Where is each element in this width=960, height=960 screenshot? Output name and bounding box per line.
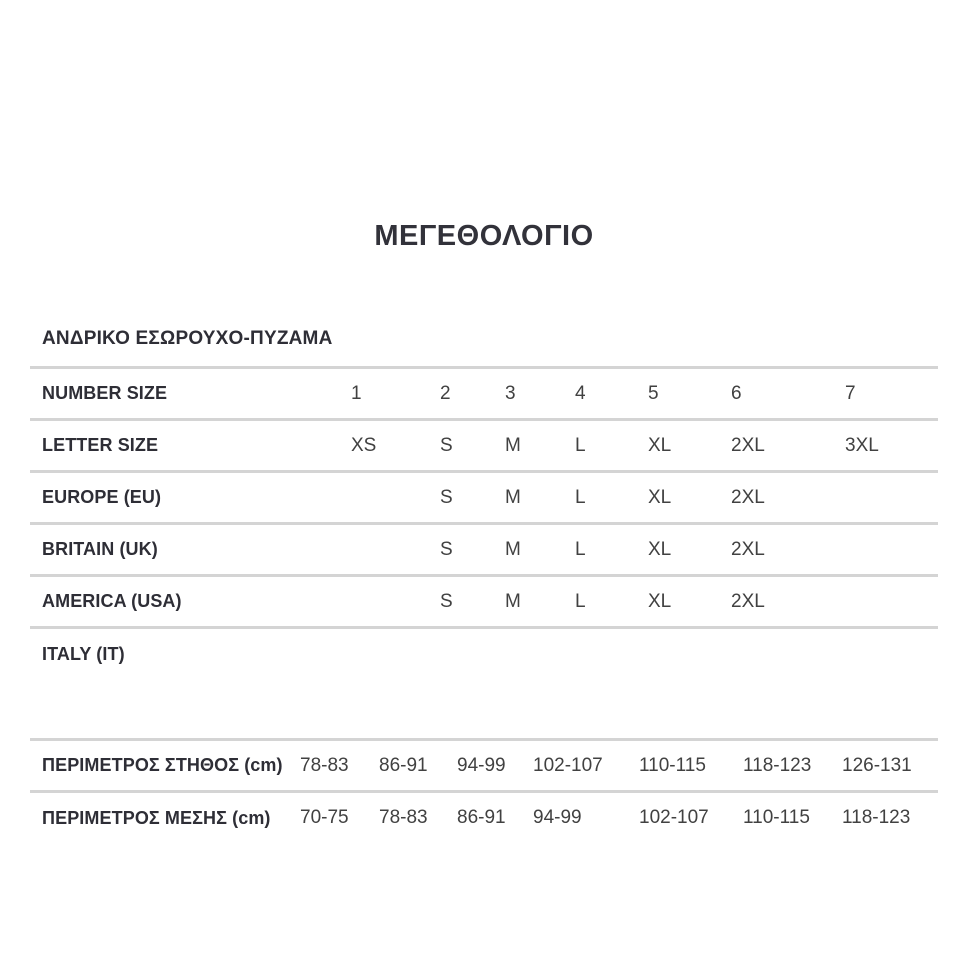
size-cell: XL bbox=[648, 486, 672, 508]
row-label: LETTER SIZE bbox=[42, 435, 159, 455]
size-cell: 3 bbox=[505, 382, 516, 404]
row-label: ITALY (IT) bbox=[42, 643, 125, 664]
size-cell: M bbox=[505, 486, 521, 508]
size-cell: S bbox=[440, 538, 453, 560]
measurement-cell: 126-131 bbox=[842, 754, 912, 776]
size-cell: XL bbox=[648, 590, 672, 612]
size-cell: S bbox=[440, 434, 453, 456]
table-row-letter-size bbox=[30, 420, 938, 472]
row-label: ΠΕΡΙΜΕΤΡΟΣ ΜΕΣΗΣ (cm) bbox=[42, 807, 271, 828]
measurement-cell: 86-91 bbox=[457, 807, 506, 829]
section-heading: ΑΝΔΡΙΚΟ ΕΣΩΡΟΥΧΟ-ΠΥΖΑΜΑ bbox=[42, 328, 333, 349]
measurement-cell: 102-107 bbox=[639, 807, 709, 829]
size-cell: L bbox=[575, 434, 586, 456]
size-cell bbox=[351, 628, 440, 680]
size-cell bbox=[440, 628, 505, 680]
size-cell bbox=[648, 628, 731, 680]
size-cell bbox=[845, 524, 938, 576]
size-cell: 2 bbox=[440, 382, 451, 404]
row-label: NUMBER SIZE bbox=[42, 383, 168, 403]
measurement-cell: 70-75 bbox=[300, 807, 349, 829]
row-label: ΠΕΡΙΜΕΤΡΟΣ ΣΤΗΘΟΣ (cm) bbox=[42, 755, 283, 775]
measurement-cell: 94-99 bbox=[533, 807, 582, 829]
size-cell: XS bbox=[351, 434, 377, 456]
size-cell: M bbox=[505, 538, 521, 560]
size-cell: 6 bbox=[731, 382, 742, 404]
size-cell: M bbox=[505, 590, 521, 612]
size-cell bbox=[351, 472, 440, 524]
size-cell: 2XL bbox=[731, 538, 765, 560]
table-row-britain bbox=[30, 524, 938, 576]
size-cell: 1 bbox=[351, 382, 362, 404]
table-row-italy bbox=[30, 628, 938, 680]
size-cell: L bbox=[575, 486, 586, 508]
table-row-number-size bbox=[30, 368, 938, 420]
size-cell: S bbox=[440, 486, 453, 508]
row-label: BRITAIN (UK) bbox=[42, 539, 158, 559]
size-chart-page bbox=[30, 0, 938, 960]
body-measurements-table bbox=[30, 738, 938, 844]
measurement-cell: 78-83 bbox=[379, 807, 428, 829]
size-cell: XL bbox=[648, 434, 672, 456]
size-cell bbox=[575, 628, 648, 680]
table-row-waist-perimeter bbox=[30, 792, 938, 844]
size-cell bbox=[845, 472, 938, 524]
measurement-cell: 118-123 bbox=[842, 807, 911, 829]
size-cell: 3XL bbox=[845, 434, 879, 456]
page-title: ΜΕΓΕΘΟΛΟΓΙΟ bbox=[374, 220, 594, 252]
size-cell bbox=[845, 628, 938, 680]
table-row-chest-perimeter bbox=[30, 740, 938, 792]
size-cell: 2XL bbox=[731, 434, 765, 456]
measurement-cell: 86-91 bbox=[379, 754, 428, 776]
size-cell: 4 bbox=[575, 382, 586, 404]
table-row-america bbox=[30, 576, 938, 628]
row-label: EUROPE (EU) bbox=[42, 487, 162, 507]
size-cell: XL bbox=[648, 538, 672, 560]
size-cell bbox=[351, 524, 440, 576]
size-cell: 2XL bbox=[731, 590, 765, 612]
size-cell: 7 bbox=[845, 382, 856, 404]
measurement-cell: 110-115 bbox=[743, 807, 810, 829]
table-row-europe bbox=[30, 472, 938, 524]
size-cell: 5 bbox=[648, 382, 659, 404]
size-cell bbox=[351, 576, 440, 628]
row-label: AMERICA (USA) bbox=[42, 591, 182, 611]
size-conversion-table bbox=[30, 366, 938, 680]
size-cell: M bbox=[505, 434, 521, 456]
size-cell bbox=[845, 576, 938, 628]
measurement-cell: 102-107 bbox=[533, 754, 603, 776]
measurement-cell: 110-115 bbox=[639, 754, 706, 776]
size-cell: S bbox=[440, 590, 453, 612]
measurement-cell: 94-99 bbox=[457, 754, 506, 776]
size-cell bbox=[731, 628, 845, 680]
size-cell: L bbox=[575, 590, 586, 612]
measurement-cell: 118-123 bbox=[743, 754, 812, 776]
size-cell: L bbox=[575, 538, 586, 560]
size-cell bbox=[505, 628, 575, 680]
size-cell: 2XL bbox=[731, 486, 765, 508]
measurement-cell: 78-83 bbox=[300, 754, 349, 776]
